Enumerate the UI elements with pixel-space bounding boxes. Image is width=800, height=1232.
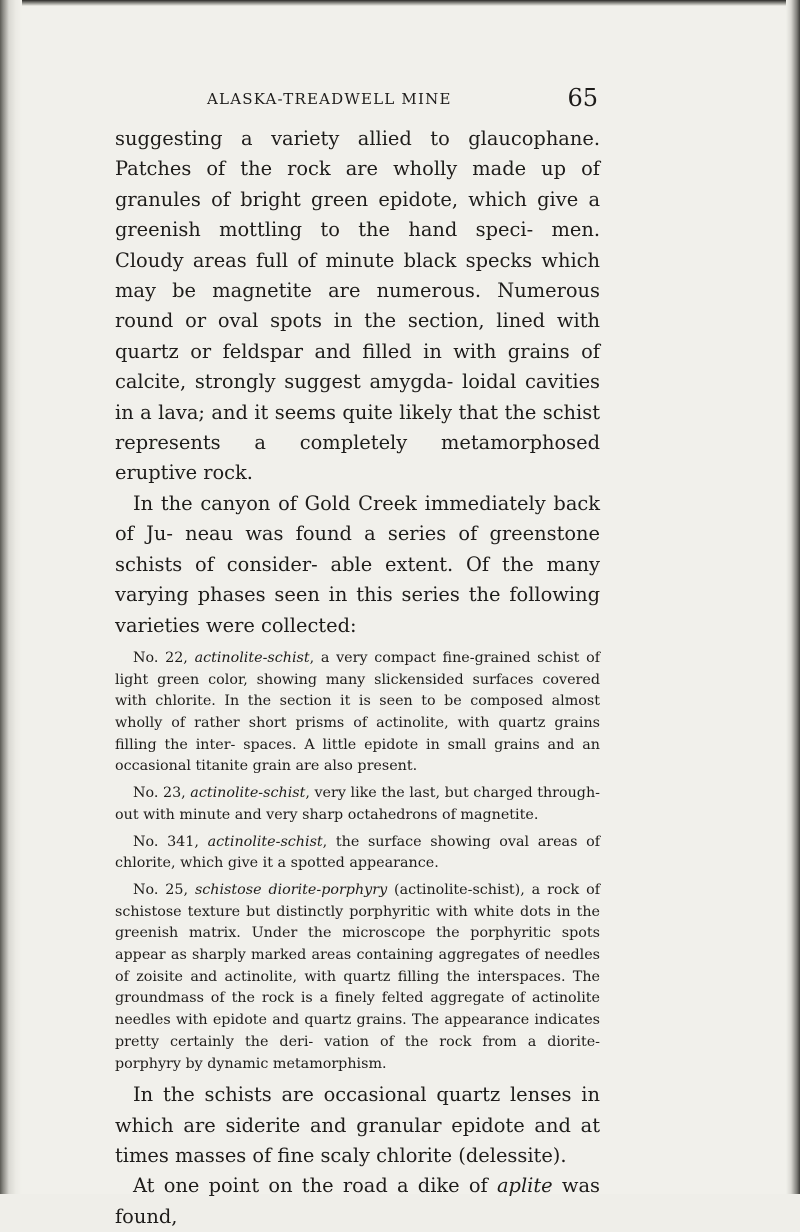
specimen-name: actinolite-schist bbox=[190, 785, 306, 802]
specimen-number: No. 341, bbox=[133, 833, 208, 850]
page-right-edge bbox=[786, 0, 800, 1194]
closing-text-start: At one point on the road a dike of bbox=[133, 1174, 497, 1198]
main-paragraphs bbox=[115, 124, 600, 641]
specimen-number: No. 23, bbox=[133, 785, 191, 802]
specimen-description: , a very compact fine-grained schist of light green color, showing many slickensided surfaces covered with chlorite. In the section it is seen to be composed almost wholly of rather short prisms of actinolite, with quartz grains filling the inter- spaces. A little epidote in small grains and an occasional titanite grain are also present. bbox=[115, 649, 600, 775]
paragraph-2: In the canyon of Gold Creek immediately back of Ju- neau was found a series of greenstone schists of consider- able extent. Of the many varying phases seen in this series the following varieties were collected: bbox=[115, 491, 600, 637]
specimen-name: schistose diorite-porphyry bbox=[194, 881, 388, 898]
specimen-name: actinolite-schist bbox=[194, 649, 310, 666]
closing-paragraph-1: In the schists are occasional quartz lenses in which are siderite and granular epidote and at times masses of fine scaly chlorite (delessite). bbox=[115, 1083, 600, 1168]
specimen-list bbox=[115, 648, 600, 1075]
specimen-number: No. 25, bbox=[133, 881, 195, 898]
specimen-name: actinolite-schist bbox=[207, 833, 323, 850]
specimen-number: No. 22, bbox=[133, 649, 195, 666]
body-text bbox=[115, 124, 600, 1232]
page-left-edge bbox=[0, 0, 22, 1194]
aplite-term: aplite bbox=[496, 1174, 553, 1198]
closing-paragraph-2 bbox=[115, 1171, 600, 1232]
specimen-entry bbox=[115, 832, 600, 875]
closing-text-end: was found, bbox=[115, 1174, 600, 1228]
page-number: 65 bbox=[567, 84, 598, 112]
running-head: ALASKA-TREADWELL MINE bbox=[207, 90, 452, 108]
paragraph-1: suggesting a variety allied to glaucophane. Patches of the rock are wholly made up of granules of bright green epidote, which give a greenish mottling to the hand speci- men. Cloudy areas full of minute black specks which may be magnetite are numerous. Numerous round or oval spots in the section, lined with quartz or feldspar and filled in with grains of calcite, strongly suggest amygda- loidal cavities in a lava; and it seems quite likely that the schist represents a completely metamorphosed eruptive rock. bbox=[115, 127, 600, 485]
specimen-entry bbox=[115, 648, 600, 778]
specimen-description: , the surface showing oval areas of chlorite, which give it a spotted appearance. bbox=[115, 833, 600, 872]
page-header bbox=[112, 86, 598, 116]
specimen-entry bbox=[115, 880, 600, 1075]
specimen-entry bbox=[115, 783, 600, 826]
specimen-description: , very like the last, but charged through- out with minute and very sharp octahedrons of magnetite. bbox=[115, 785, 600, 823]
page-top-edge bbox=[0, 0, 800, 6]
specimen-description: (actinolite-schist), a rock of schistose texture but distinctly porphyritic with white dots in the greenish matrix. Under the microscope the porphyritic spots appear as sharply marked areas containing aggregates of needles of zoisite and actinolite, with quartz filling the interspaces. The groundmass of the rock is a finely felted aggregate of actinolite needles with epidote and quartz grains. The appearance indicates pretty certainly the deri- vation of the rock from a diorite-porphyry by dynamic metamorphism. bbox=[115, 881, 600, 1072]
closing-paragraphs bbox=[115, 1080, 600, 1232]
